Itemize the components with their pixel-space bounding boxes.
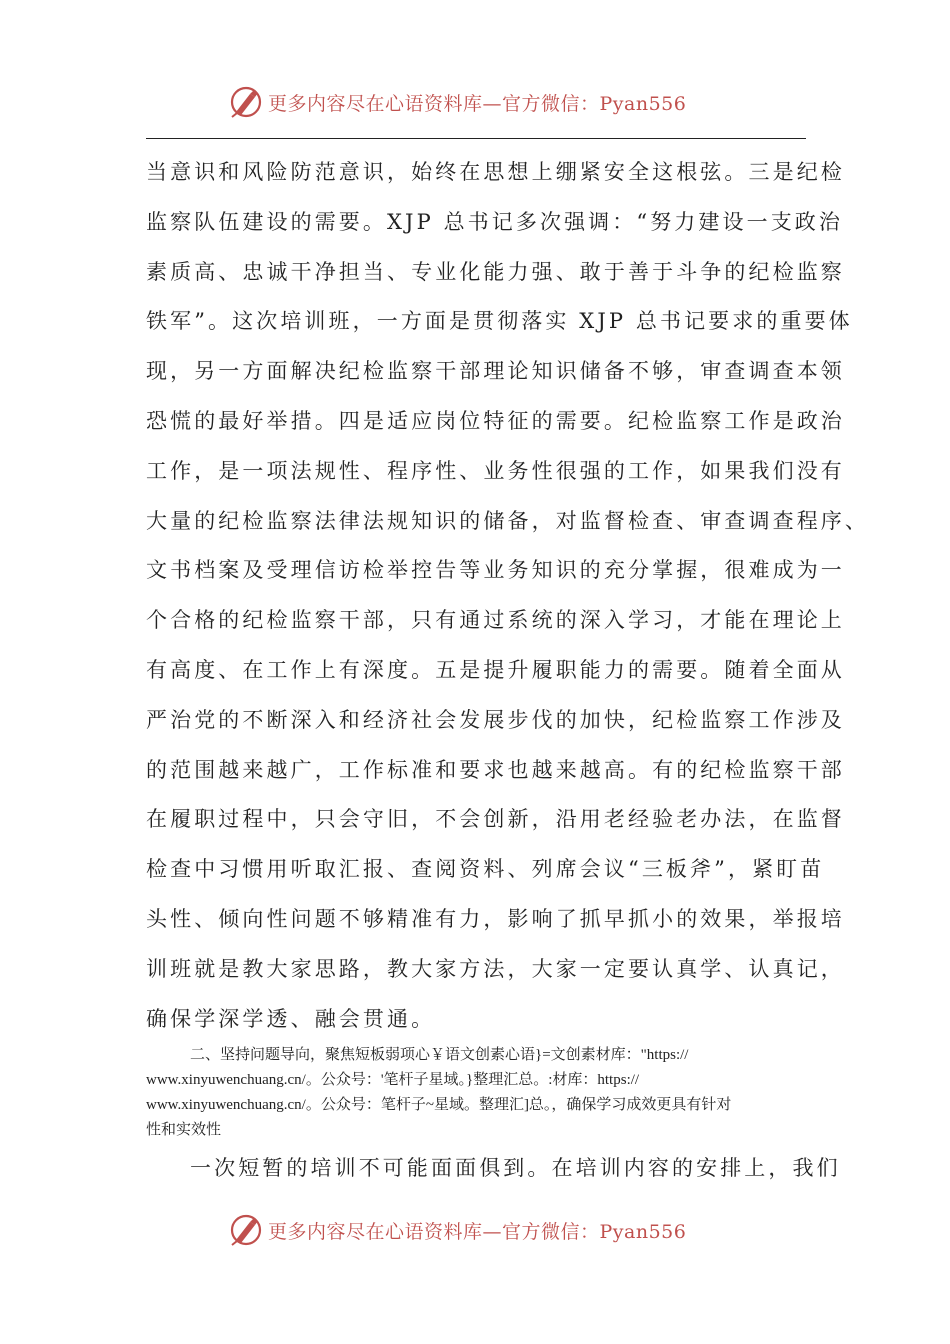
section-heading-line: www.xinyuwenchuang.cn/。公众号：'笔杆子星域。}整理汇总。:材库：https:// [146,1072,640,1088]
body-line: 有高度、在工作上有深度。五是提升履职能力的需要。随着全面从 [146,657,845,682]
body-line: 头性、倾向性问题不够精准有力，影响了抓早抓小的效果，举报培 [146,906,845,931]
body-line: 训班就是教大家思路，教大家方法，大家一定要认真学、认真记， [146,956,845,981]
body-line: 铁军”。这次培训班，一方面是贯彻落实 XJP 总书记要求的重要体 [146,309,853,334]
body-line: 严治党的不断深入和经济社会发展步伐的加快，纪检监察工作涉及 [146,707,845,732]
footer-banner [228,1210,728,1250]
section-heading-line: 二、坚持问题导向，聚焦短板弱项心￥语文创素心语}=文创素材库："https:// [190,1047,689,1063]
footer-banner-text: 更多内容尽在心语资料库—官方微信：Pyan556 [268,1220,687,1243]
pen-nib-icon [228,84,264,120]
body-line: 工作，是一项法规性、程序性、业务性很强的工作，如果我们没有 [146,458,845,483]
section-heading-line: www.xinyuwenchuang.cn/。公众号：笔杆子~星域。整理汇]总。，确保学习成效更具有针对 [146,1097,732,1113]
body-line: 素质高、忠诚干净担当、专业化能力强、敢于善于斗争的纪检监察 [146,259,845,284]
body-line-continued: 一次短暂的培训不可能面面俱到。在培训内容的安排上，我们 [190,1156,841,1180]
header-banner [228,82,728,122]
header-divider [146,138,806,139]
body-line: 的范围越来越广，工作标准和要求也越来越高。有的纪检监察干部 [146,757,845,782]
body-line: 个合格的纪检监察干部，只有通过系统的深入学习，才能在理论上 [146,608,845,633]
body-line: 在履职过程中，只会守旧，不会创新，沿用老经验老办法，在监督 [146,807,845,832]
body-line: 恐慌的最好举措。四是适应岗位特征的需要。纪检监察工作是政治 [146,408,845,433]
header-banner-text: 更多内容尽在心语资料库—官方微信：Pyan556 [268,92,687,115]
body-line: 现，另一方面解决纪检监察干部理论知识储备不够，审查调查本领 [146,359,845,384]
pen-nib-icon [228,1212,264,1248]
body-line: 当意识和风险防范意识，始终在思想上绷紧安全这根弦。三是纪检 [146,160,845,184]
section-heading-line: 性和实效性 [146,1122,222,1138]
section-heading-paragraph [146,1043,808,1143]
body-line: 确保学深学透、融会贯通。 [146,1006,436,1031]
body-line: 文书档案及受理信访检举控告等业务知识的充分掌握，很难成为一 [146,558,845,583]
body-line: 检查中习惯用听取汇报、查阅资料、列席会议“三板斧”，紧盯苗 [146,857,825,882]
body-text [146,152,869,1048]
body-line: 监察队伍建设的需要。XJP 总书记多次强调：“努力建设一支政治 [146,209,844,234]
body-line: 大量的纪检监察法律法规知识的储备，对监督检查、审查调查程序、 [146,508,869,533]
